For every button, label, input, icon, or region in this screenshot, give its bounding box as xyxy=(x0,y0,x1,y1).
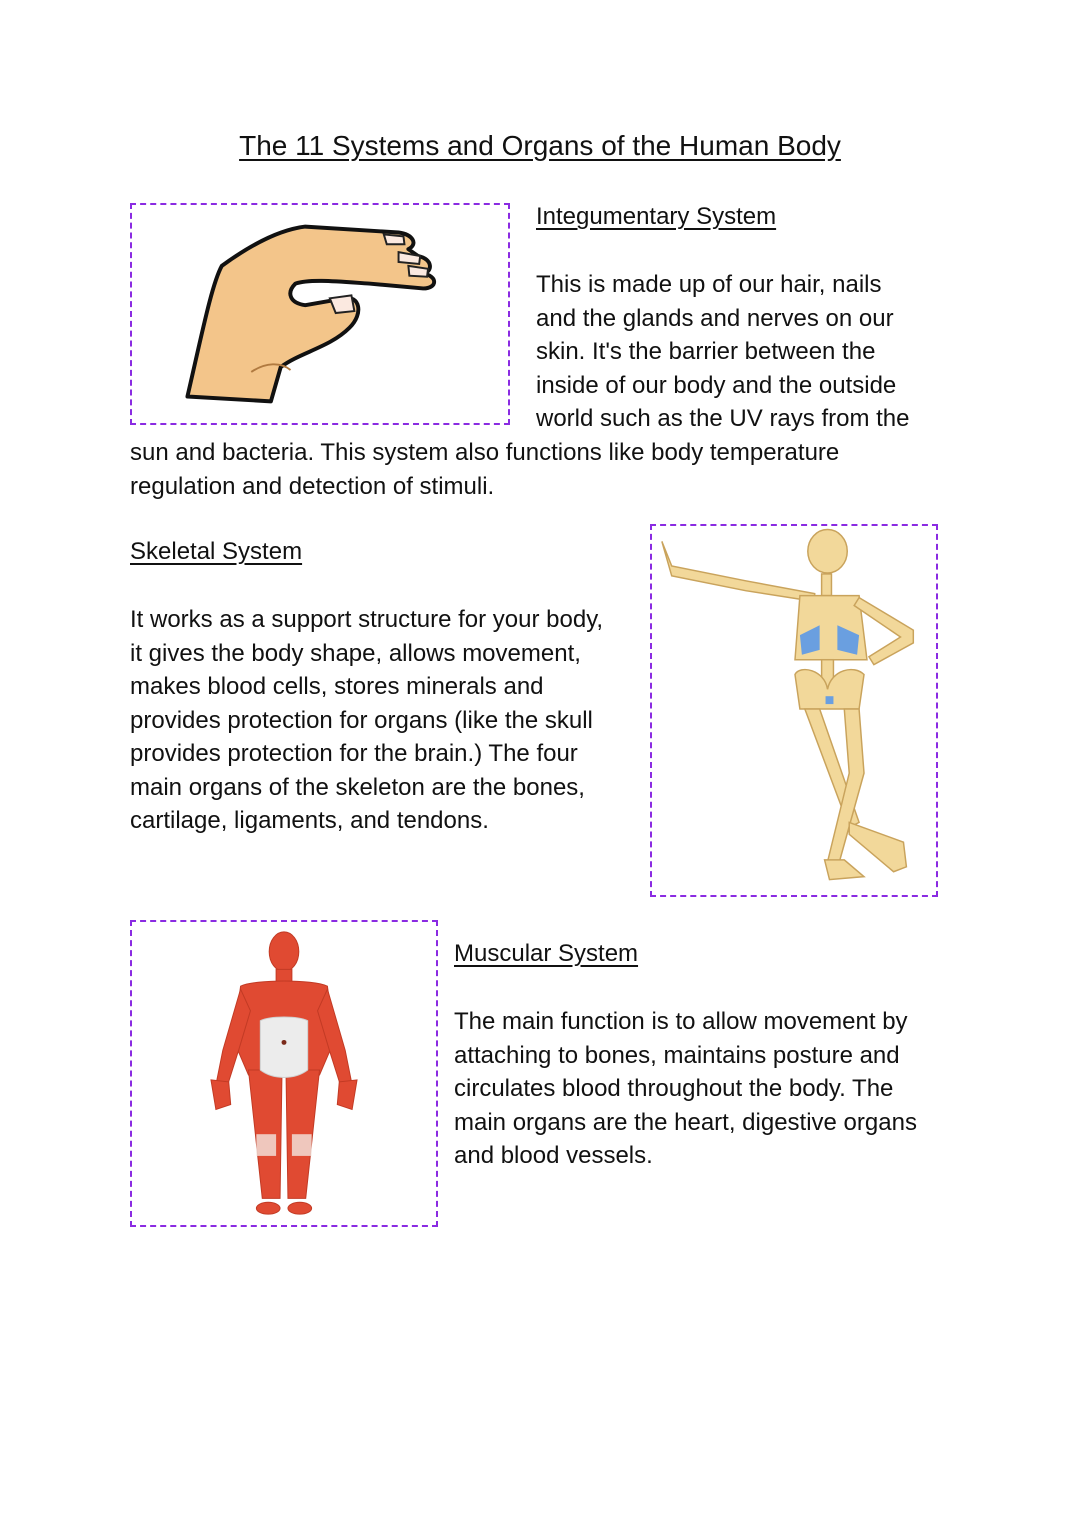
section-heading-integumentary: Integumentary System xyxy=(536,203,777,230)
text-line: sun and bacteria. This system also functions like body temperature xyxy=(130,439,840,466)
muscular-system-illustration-icon xyxy=(132,922,436,1225)
text-line: makes blood cells, stores minerals and xyxy=(130,673,544,700)
section-text-skeletal xyxy=(130,603,603,838)
text-line: regulation and detection of stimuli. xyxy=(130,472,495,500)
text-line: It works as a support structure for your body, xyxy=(130,606,604,633)
text-line: skin. It's the barrier between the xyxy=(536,338,876,365)
text-line: main organs of the skeleton are the bones, xyxy=(130,773,585,801)
section-text-integumentary-continued xyxy=(130,436,839,503)
skeleton-image-frame xyxy=(650,524,938,897)
section-heading-skeletal: Skeletal System xyxy=(130,538,303,565)
section-text-integumentary xyxy=(536,268,909,436)
skeleton-illustration-icon xyxy=(652,526,936,895)
page-title: The 11 Systems and Organs of the Human Body xyxy=(239,130,841,161)
muscular-image-frame xyxy=(130,920,438,1227)
text-line: inside of our body and the outside xyxy=(536,371,897,399)
text-line: attaching to bones, maintains posture and xyxy=(454,1041,900,1069)
text-line: The main function is to allow movement by xyxy=(454,1008,908,1035)
text-line: main organs are the heart, digestive organs xyxy=(454,1108,917,1136)
text-line: This is made up of our hair, nails xyxy=(536,271,882,298)
hand-image-frame xyxy=(130,203,510,425)
text-line: circulates blood throughout the body. The xyxy=(454,1075,894,1102)
text-line: and the glands and nerves on our xyxy=(536,304,894,332)
text-line: it gives the body shape, allows movement, xyxy=(130,639,581,667)
text-line: provides protection for the brain.) The four xyxy=(130,740,578,767)
text-line: world such as the UV rays from the xyxy=(536,405,910,432)
text-line: provides protection for organs (like the skull xyxy=(130,706,593,734)
hand-illustration-icon xyxy=(132,205,508,423)
section-heading-muscular: Muscular System xyxy=(454,940,639,967)
section-text-muscular xyxy=(454,1005,917,1173)
text-line: and blood vessels. xyxy=(454,1142,653,1169)
text-line: cartilage, ligaments, and tendons. xyxy=(130,807,489,834)
